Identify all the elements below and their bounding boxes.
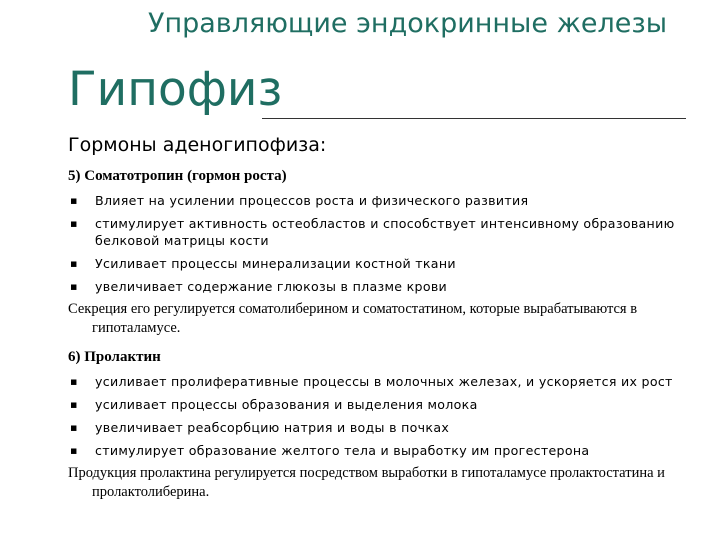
list-item	[68, 419, 698, 436]
bullet-icon: ▪	[70, 398, 78, 411]
bullet-icon: ▪	[70, 375, 78, 388]
list-item-text: увеличивает реабсорбцию натрия и воды в почках	[95, 420, 450, 435]
list-item-text: усиливает процессы образования и выделения молока	[95, 397, 478, 412]
bullet-icon: ▪	[70, 194, 78, 207]
list-item	[68, 278, 698, 295]
slide-title: Гипофиз	[68, 62, 283, 117]
list-item-text: стимулирует образование желтого тела и выработку им прогестерона	[95, 443, 590, 458]
list-item	[68, 255, 698, 272]
bullet-icon: ▪	[70, 280, 78, 293]
bullet-icon: ▪	[70, 444, 78, 457]
somatotropin-effects-list	[68, 192, 698, 295]
list-item	[68, 373, 698, 390]
list-item	[68, 215, 698, 249]
prolactin-block	[68, 347, 698, 502]
bullet-icon: ▪	[70, 421, 78, 434]
list-item-text: Усиливает процессы минерализации костной ткани	[95, 256, 456, 271]
bullet-icon: ▪	[70, 257, 78, 270]
prolactin-heading: 6) Пролактин	[68, 349, 161, 365]
prolactin-effects-list	[68, 373, 698, 459]
bullet-icon: ▪	[70, 217, 78, 230]
somatotropin-block	[68, 166, 698, 338]
list-item	[68, 442, 698, 459]
section-heading: Гормоны аденогипофиза:	[68, 134, 327, 156]
title-underline	[262, 118, 686, 119]
list-item-text: Влияет на усилении процессов роста и физического развития	[95, 193, 529, 208]
list-item	[68, 192, 698, 209]
somatotropin-note: Секреция его регулируется соматолиберином и соматостатином, которые вырабатываются в гипоталамусе.	[68, 301, 638, 336]
somatotropin-heading: 5) Соматотропин (гормон роста)	[68, 168, 287, 184]
list-item-text: стимулирует активность остеобластов и способствует интенсивному образованию белковой матрицы кости	[95, 216, 675, 248]
list-item-text: усиливает пролиферативные процессы в молочных железах, и ускоряется их рост	[95, 374, 673, 389]
list-item-text: увеличивает содержание глюкозы в плазме крови	[95, 279, 448, 294]
list-item	[68, 396, 698, 413]
slide-supertitle: Управляющие эндокринные железы	[148, 8, 668, 39]
prolactin-note: Продукция пролактина регулируется посредством выработки в гипоталамусе пролактостатина и пролактолиберина.	[68, 465, 665, 500]
